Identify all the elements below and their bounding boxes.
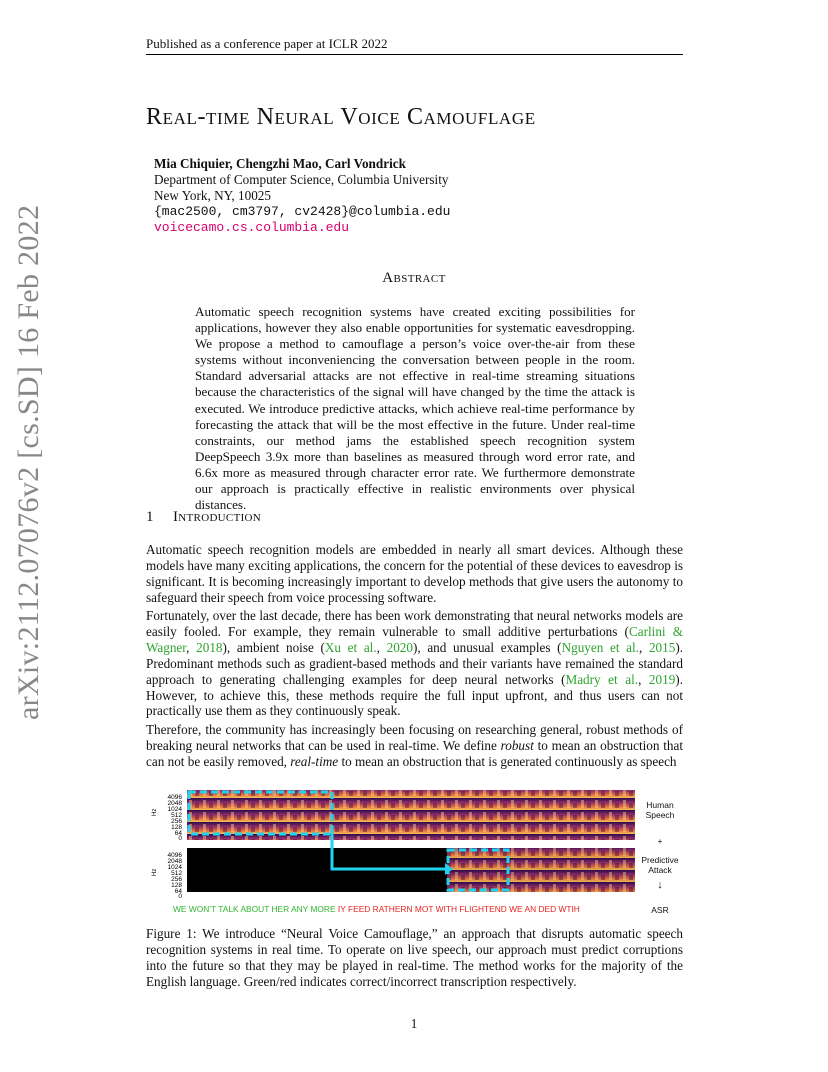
citation-xu[interactable]: Xu et al.	[324, 639, 377, 655]
affiliation-department: Department of Computer Science, Columbia University	[154, 172, 449, 187]
asr-incorrect-text: IY FEED RATHERN MOT WITH FLIGHTEND WE AN DED WTIH	[335, 904, 580, 914]
y-axis-bottom	[152, 852, 182, 900]
label-predictive-attack: Predictive Attack	[641, 855, 679, 875]
svg-text:512: 512	[171, 812, 182, 819]
abstract-text: Automatic speech recognition systems have created exciting possibilities for applications, however they also enable opportunities for systematic eavesdropping. We propose a method to camouflage a person’s voice over-the-air from these systems without inconveniencing the conversation between people in the room. Standard adversarial attacks are not effective in real-time streaming situations because the characteristics of the signal will have changed by the time the attack is executed. We introduce predictive attacks, which achieve real-time performance by forecasting the attack that will be the most effective in the future. Under real-time constraints, our method jams the established speech recognition system DeepSpeech 3.9x more than baselines as measured through word error rate, and 6.6x more as measured through character error rate. We furthermore demonstrate our approach is practically effective in realistic environments over physical distances.	[195, 304, 635, 513]
arxiv-stamp: arXiv:2112.07076v2 [cs.SD] 16 Feb 2022	[12, 204, 45, 720]
figure-caption: Figure 1: We introduce “Neural Voice Camouflage,” an approach that disrupts automatic speech recognition systems in real time. To operate on live speech, our approach must predict corruptions into the future so that they may be played in real-time. The method works for the majority of the English language. Green/red indicates correct/incorrect transcription respectively.	[146, 926, 683, 989]
human-speech-spectrogram	[187, 790, 635, 840]
svg-text:128: 128	[171, 824, 182, 831]
svg-text:0: 0	[178, 893, 182, 900]
project-website-link[interactable]: voicecamo.cs.columbia.edu	[154, 220, 350, 235]
citation-xu-year[interactable]: 2020	[386, 639, 413, 655]
citation-carlini-year[interactable]: 2018	[196, 639, 223, 655]
svg-text:1024: 1024	[167, 806, 182, 813]
svg-text:256: 256	[171, 876, 182, 883]
figure-1	[145, 786, 685, 921]
citation-nguyen-year[interactable]: 2015	[648, 639, 676, 655]
svg-text:Hz: Hz	[152, 868, 158, 876]
attack-spectrogram	[447, 848, 635, 892]
y-axis-top	[152, 794, 182, 842]
svg-text:2048: 2048	[167, 858, 182, 865]
asr-correct-text: WE WON’T TALK ABOUT HER ANY MORE	[173, 904, 336, 914]
section-number: 1	[146, 509, 154, 525]
svg-text:64: 64	[174, 888, 182, 895]
label-human-speech: Human Speech	[645, 800, 675, 820]
down-arrow-icon: ↓	[657, 879, 663, 891]
section-heading-introduction	[146, 509, 261, 526]
svg-text:4096: 4096	[167, 794, 182, 801]
affiliation-address: New York, NY, 10025	[154, 188, 271, 203]
running-header: Published as a conference paper at ICLR 2022	[146, 36, 388, 51]
svg-text:Hz: Hz	[152, 808, 158, 816]
svg-text:0: 0	[178, 835, 182, 842]
svg-text:512: 512	[171, 870, 182, 877]
intro-paragraph-2: Fortunately, over the last decade, there has been work demonstrating that neural networks models are easily fooled. For example, they remain vulnerable to small additive perturbations (Carlini & Wagner, 2018), ambient noise (Xu et al., 2020), and unusual examples (Nguyen et al., 2015). Predominant methods such as gradient-based methods and their variants have remained the standard approach to generating challenging examples for deep neural networks (Madry et al., 2019). However, to achieve this, these methods require the full input upfront, and thus users can not practically use them as they continuously speak.	[146, 608, 684, 719]
header-rule	[146, 54, 683, 55]
intro-paragraph-1: Automatic speech recognition models are embedded in nearly all smart devices. Although these models have many exciting applications, the concern for the potential of these devices to eavesdrop is significant. It is becoming increasingly important to develop methods that give users the autonomy to safeguard their speech from voice processing software.	[146, 542, 683, 605]
abstract-heading: Abstract	[382, 270, 446, 286]
label-asr: ASR	[651, 905, 669, 915]
section-title: Introduction	[173, 509, 262, 525]
plus-sign: +	[657, 836, 663, 846]
svg-text:1024: 1024	[167, 864, 182, 871]
citation-carlini[interactable]: Carlini & Wagner	[146, 623, 683, 655]
svg-text:2048: 2048	[167, 800, 182, 807]
intro-paragraph-3: Therefore, the community has increasingly been focusing on researching general, robust methods of breaking neural networks that can be used in real-time. We define robust to mean an obstruction that can not be easily removed, real-time to mean an obstruction that is generated continuously as speech	[146, 722, 684, 769]
author-emails: {mac2500, cm3797, cv2428}@columbia.edu	[154, 204, 451, 219]
citation-nguyen[interactable]: Nguyen et al.	[561, 639, 639, 655]
page-number: 1	[410, 1016, 418, 1031]
paper-title: Real-time Neural Voice Camouflage	[146, 104, 536, 130]
asr-transcription	[173, 904, 633, 914]
citation-madry-year[interactable]: 2019	[648, 671, 676, 687]
citation-madry[interactable]: Madry et al.	[565, 671, 639, 687]
svg-text:4096: 4096	[167, 852, 182, 859]
svg-text:256: 256	[171, 818, 182, 825]
svg-text:128: 128	[171, 882, 182, 889]
authors: Mia Chiquier, Chengzhi Mao, Carl Vondrick	[154, 156, 406, 171]
svg-text:64: 64	[174, 830, 182, 837]
spectrogram-figure	[145, 786, 685, 921]
